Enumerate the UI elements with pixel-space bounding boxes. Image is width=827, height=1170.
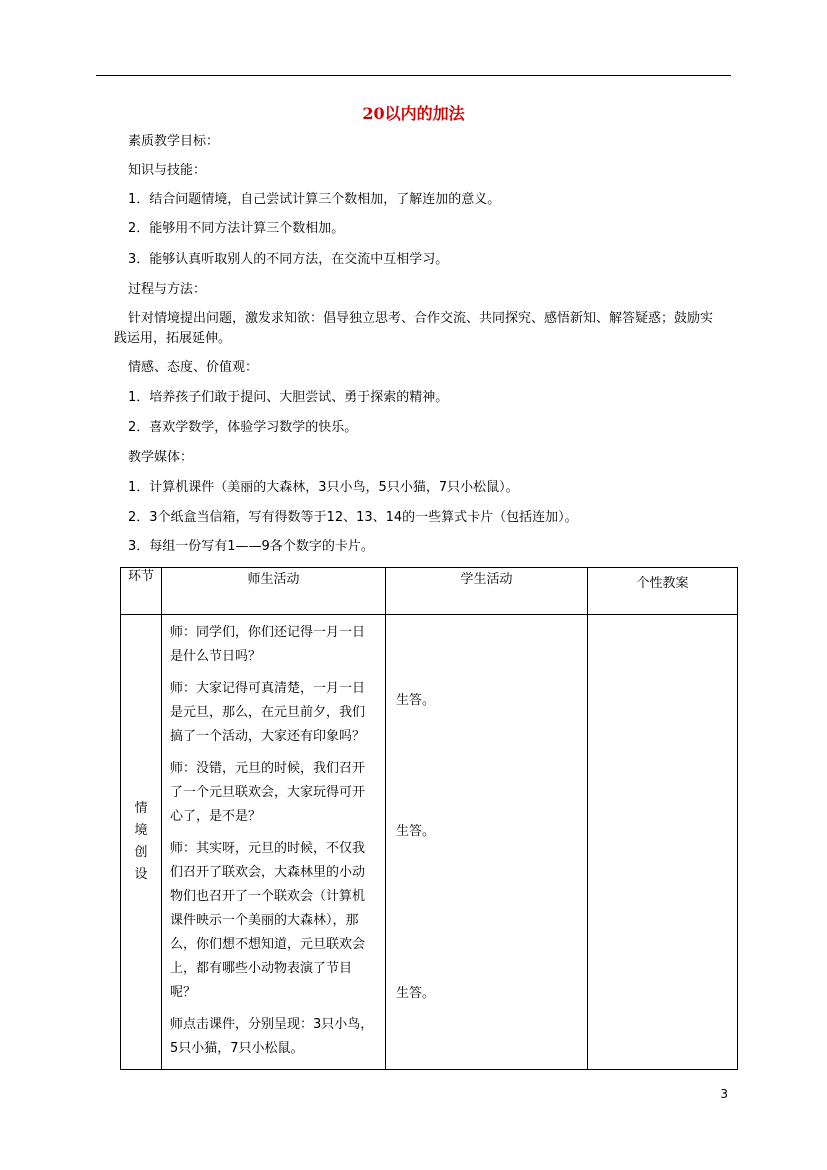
- student-answer: 生答。: [396, 824, 436, 839]
- paragraph: 1．计算机课件（美丽的大森林，3只小鸟，5只小猫，7只小松鼠）。: [128, 480, 519, 495]
- header-student: [386, 568, 588, 615]
- paragraph: 3．能够认真听取别人的不同方法，在交流中互相学习。: [128, 252, 449, 267]
- header-student-text: 学生活动: [460, 572, 513, 587]
- header-notes-text: 个性教案: [636, 576, 689, 591]
- table-header-row: [121, 568, 738, 615]
- paragraph: 针对情境提出问题，激发求知欲：倡导独立思考、合作交流、共同探究、感悟新知、解答疑惑；鼓励实践运用，拓展延伸。: [114, 311, 714, 346]
- paragraph: 知识与技能：: [128, 163, 207, 178]
- lesson-table: [120, 567, 738, 1070]
- paragraph: 2．能够用不同方法计算三个数相加。: [128, 221, 345, 236]
- header-stage: [121, 568, 162, 615]
- teacher-cell: [162, 615, 386, 1070]
- paragraph: 2．3个纸盒当信箱，写有得数等于12、13、14的一些算式卡片（包括连加）。: [128, 510, 578, 525]
- student-answer: 生答。: [396, 693, 436, 708]
- paragraph: 1．结合问题情境，自己尝试计算三个数相加，了解连加的意义。: [128, 192, 501, 207]
- paragraph: 2．喜欢学数学，体验学习数学的快乐。: [128, 420, 358, 435]
- paragraph: 素质教学目标：: [128, 134, 220, 149]
- page-number: 3: [720, 1087, 728, 1101]
- header-teacher: [162, 568, 386, 615]
- teacher-line: 师：大家记得可真清楚，一月一日是元旦，那么，在元旦前夕，我们搞了一个活动，大家还有印象吗？: [170, 681, 366, 744]
- paragraph: 教学媒体：: [128, 450, 194, 465]
- student-cell: [386, 615, 588, 1070]
- document-title: 20以内的加法: [362, 104, 465, 123]
- stage-cell: [121, 615, 162, 1070]
- stage-text: 情境创设: [134, 801, 148, 882]
- header-teacher-text: 师生活动: [247, 572, 300, 587]
- header-rule: [96, 75, 731, 76]
- notes-cell: [588, 615, 738, 1070]
- header-stage-text: 环节: [128, 569, 155, 584]
- teacher-line: 师：其实呀，元旦的时候，不仅我们召开了联欢会，大森林里的小动物们也召开了一个联欢会（计算机课件映示一个美丽的大森林），那么，你们想不想知道，元旦联欢会上，都有哪些小动物表演了节目呢？: [170, 841, 366, 1000]
- table-row: [121, 615, 738, 1070]
- paragraph: 3．每组一份写有1——9各个数字的卡片。: [128, 539, 374, 554]
- teacher-line: 师：同学们，你们还记得一月一日是什么节日吗？: [170, 625, 366, 664]
- paragraph: 过程与方法：: [128, 282, 207, 297]
- teacher-line: 师：没错，元旦的时候，我们召开了一个元旦联欢会，大家玩得可开心了，是不是？: [170, 761, 366, 824]
- paragraph: 1．培养孩子们敢于提问、大胆尝试、勇于探索的精神。: [128, 390, 449, 405]
- paragraph: 情感、态度、价值观：: [128, 360, 259, 375]
- header-notes: [588, 568, 738, 615]
- student-answer: 生答。: [396, 986, 436, 1001]
- teacher-line: 师点击课件，分别呈现：3只小鸟，5只小猫，7只小松鼠。: [170, 1017, 374, 1056]
